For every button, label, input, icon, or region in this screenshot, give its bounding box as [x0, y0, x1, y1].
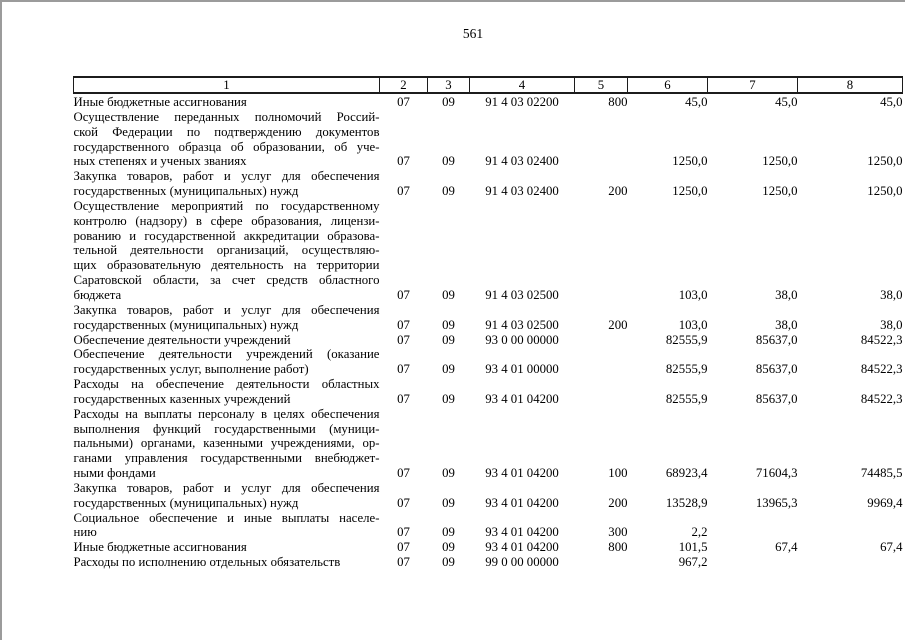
row-title-cell — [74, 481, 380, 511]
subsection-code-cell: 09 — [442, 95, 455, 109]
row-title-line: государственных (муниципальных) нужд — [73, 317, 299, 332]
amount-col8-cell: 38,0 — [880, 317, 903, 332]
row-title-cell — [74, 377, 380, 407]
amount-col8-cell: 1250,0 — [867, 184, 903, 199]
amount-col7-cell — [708, 555, 798, 570]
amount-col6-cell: 103,0 — [678, 317, 708, 332]
amount-col7-cell: 45,0 — [775, 95, 798, 109]
subsection-code-cell: 09 — [442, 287, 455, 302]
subsection-code-cell: 09 — [442, 184, 455, 199]
amount-col6-cell: 68923,4 — [665, 466, 708, 481]
amount-col7-cell: 67,4 — [775, 540, 798, 555]
amount-col7-cell: 85637,0 — [755, 362, 798, 377]
subsection-code-cell: 09 — [442, 362, 455, 377]
row-title-line: государственных услуг, выполнение работ) — [73, 362, 309, 377]
expense-type-cell: 200 — [608, 495, 628, 510]
row-title-line: Осуществление мероприятий по государственному — [73, 198, 380, 213]
table-row — [74, 169, 903, 199]
target-article-cell: 91 4 03 02500 — [485, 287, 559, 302]
subsection-code-cell: 09 — [442, 154, 455, 169]
row-title-line: Закупка товаров, работ и услуг для обеспечения — [73, 302, 380, 317]
target-article-cell: 93 4 01 04200 — [485, 495, 559, 510]
table-row — [74, 333, 903, 348]
amount-col6-cell: 967,2 — [678, 555, 708, 570]
section-code-cell: 07 — [397, 495, 410, 510]
expense-type-cell — [575, 110, 628, 169]
amount-col7-cell: 38,0 — [775, 317, 798, 332]
expense-type-cell: 200 — [608, 317, 628, 332]
column-header: 3 — [428, 77, 470, 93]
amount-col7-cell: 38,0 — [775, 287, 798, 302]
target-article-cell: 93 4 01 04200 — [485, 391, 559, 406]
expense-type-cell — [575, 333, 628, 348]
target-article-cell: 93 0 00 00000 — [485, 332, 559, 347]
target-article-cell: 91 4 03 02200 — [485, 95, 559, 109]
section-code-cell: 07 — [397, 95, 410, 109]
row-title-line: тельной деятельности организаций, осуществляю- — [73, 243, 380, 258]
amount-col7-cell: 1250,0 — [762, 154, 798, 169]
expense-type-cell: 200 — [608, 184, 628, 199]
row-title-line: выполнения функций государственными (муници- — [73, 421, 380, 436]
amount-col8-cell: 67,4 — [880, 540, 903, 555]
expense-type-cell: 800 — [608, 540, 628, 555]
amount-col7-cell: 85637,0 — [755, 332, 798, 347]
row-title-cell — [74, 511, 380, 541]
amount-col6-cell: 82555,9 — [665, 362, 708, 377]
row-title-cell — [74, 407, 380, 481]
row-title-cell — [74, 555, 380, 570]
amount-col8-cell: 74485,5 — [860, 466, 903, 481]
subsection-code-cell: 09 — [442, 525, 455, 540]
amount-col7-cell: 85637,0 — [755, 391, 798, 406]
column-header: 5 — [575, 77, 628, 93]
table-row — [74, 93, 903, 110]
column-header: 2 — [380, 77, 428, 93]
target-article-cell: 93 4 01 00000 — [485, 362, 559, 377]
target-article-cell: 93 4 01 04200 — [485, 466, 559, 481]
row-title-line: Социальное обеспечение и иные выплаты населе- — [73, 510, 380, 525]
subsection-code-cell: 09 — [442, 495, 455, 510]
table-row — [74, 377, 903, 407]
section-code-cell: 07 — [397, 466, 410, 481]
budget-table — [73, 76, 903, 570]
row-title-line: Обеспечение деятельности учреждений — [73, 332, 291, 347]
amount-col7-cell — [708, 511, 798, 541]
row-title-line: государственного образца об образовании, об уче- — [73, 139, 380, 154]
row-title-line: ской Федерации по подтверждению документов — [73, 124, 380, 139]
row-title-cell — [74, 93, 380, 110]
amount-col7-cell: 1250,0 — [762, 184, 798, 199]
target-article-cell: 91 4 03 02400 — [485, 184, 559, 199]
amount-col6-cell: 1250,0 — [672, 184, 708, 199]
amount-col8-cell: 84522,3 — [860, 391, 903, 406]
subsection-code-cell: 09 — [442, 540, 455, 555]
table-row — [74, 511, 903, 541]
section-code-cell: 07 — [397, 287, 410, 302]
section-code-cell: 07 — [397, 154, 410, 169]
table-row — [74, 347, 903, 377]
amount-col8-cell: 1250,0 — [867, 154, 903, 169]
amount-col7-cell: 71604,3 — [755, 466, 798, 481]
row-title-cell — [74, 303, 380, 333]
row-title-line: рованию и государственной аккредитации образова- — [73, 228, 380, 243]
row-title-line: Саратовской области, за счет средств областного — [73, 273, 380, 288]
section-code-cell: 07 — [397, 391, 410, 406]
amount-col6-cell: 13528,9 — [665, 495, 708, 510]
amount-col8-cell: 84522,3 — [860, 362, 903, 377]
row-title-line: пальными) органами, казенными учреждениями, ор- — [73, 436, 380, 451]
table-header-row — [74, 77, 903, 93]
page-number: 561 — [462, 26, 484, 41]
row-title-line: государственных (муниципальных) нужд — [73, 184, 299, 199]
expense-type-cell — [575, 199, 628, 303]
section-code-cell: 07 — [397, 317, 410, 332]
amount-col6-cell: 82555,9 — [665, 391, 708, 406]
section-code-cell: 07 — [397, 362, 410, 377]
subsection-code-cell: 09 — [442, 466, 455, 481]
amount-col7-cell: 13965,3 — [755, 495, 798, 510]
row-title-line: бюджета — [73, 287, 122, 302]
table-row — [74, 540, 903, 555]
expense-type-cell: 300 — [608, 525, 628, 540]
subsection-code-cell: 09 — [442, 332, 455, 347]
row-title-line: Осуществление переданных полномочий Россий- — [73, 109, 380, 124]
row-title-cell — [74, 110, 380, 169]
row-title-line: контролю (надзору) в сфере образования, лицензи- — [73, 213, 380, 228]
row-title-line: Иные бюджетные ассигнования — [73, 95, 247, 109]
section-code-cell: 07 — [397, 184, 410, 199]
row-title-line: ными фондами — [73, 466, 156, 481]
subsection-code-cell: 09 — [442, 391, 455, 406]
section-code-cell: 07 — [397, 540, 410, 555]
row-title-cell — [74, 199, 380, 303]
row-title-line: Обеспечение деятельности учреждений (оказание — [73, 347, 380, 362]
column-header: 7 — [708, 77, 798, 93]
row-title-line: Расходы по исполнению отдельных обязательств — [73, 555, 341, 570]
column-header: 1 — [74, 77, 380, 93]
amount-col8-cell: 9969,4 — [867, 495, 903, 510]
target-article-cell: 93 4 01 04200 — [485, 525, 559, 540]
row-title-cell — [74, 333, 380, 348]
row-title-line: ных степенях и ученых званиях — [73, 154, 247, 169]
table-row — [74, 555, 903, 570]
table-row — [74, 303, 903, 333]
target-article-cell: 91 4 03 02400 — [485, 154, 559, 169]
amount-col8-cell — [798, 511, 903, 541]
table-row — [74, 110, 903, 169]
row-title-line: Расходы на обеспечение деятельности областных — [73, 377, 380, 392]
amount-col8-cell — [798, 555, 903, 570]
row-title-line: ганами управления государственными внебюджет- — [73, 451, 380, 466]
target-article-cell: 99 0 00 00000 — [485, 555, 559, 570]
row-title-line: государственных (муниципальных) нужд — [73, 495, 299, 510]
expense-type-cell: 800 — [608, 95, 628, 109]
section-code-cell: 07 — [397, 332, 410, 347]
amount-col6-cell: 45,0 — [685, 95, 708, 109]
expense-type-cell — [575, 555, 628, 570]
expense-type-cell — [575, 347, 628, 377]
row-title-line: Закупка товаров, работ и услуг для обеспечения — [73, 480, 380, 495]
section-code-cell: 07 — [397, 555, 410, 570]
table-row — [74, 481, 903, 511]
expense-type-cell — [575, 377, 628, 407]
row-title-line: нию — [73, 525, 97, 540]
amount-col8-cell: 84522,3 — [860, 332, 903, 347]
target-article-cell: 91 4 03 02500 — [485, 317, 559, 332]
table-row — [74, 407, 903, 481]
amount-col6-cell: 103,0 — [678, 287, 708, 302]
section-code-cell: 07 — [397, 525, 410, 540]
table-row — [74, 199, 903, 303]
amount-col6-cell: 101,5 — [678, 540, 708, 555]
amount-col6-cell: 1250,0 — [672, 154, 708, 169]
column-header: 8 — [798, 77, 903, 93]
amount-col8-cell: 38,0 — [880, 287, 903, 302]
row-title-line: государственных казенных учреждений — [73, 391, 291, 406]
column-header: 6 — [628, 77, 708, 93]
amount-col8-cell: 45,0 — [880, 95, 903, 109]
row-title-cell — [74, 540, 380, 555]
target-article-cell: 93 4 01 04200 — [485, 540, 559, 555]
column-header: 4 — [470, 77, 575, 93]
header-row — [74, 77, 903, 93]
expense-type-cell: 100 — [608, 466, 628, 481]
table-body — [74, 93, 903, 570]
row-title-line: щих образовательную деятельность на территории — [73, 258, 380, 273]
row-title-line: Расходы на выплаты персоналу в целях обеспечения — [73, 406, 380, 421]
amount-col6-cell: 82555,9 — [665, 332, 708, 347]
amount-col6-cell: 2,2 — [691, 525, 708, 540]
row-title-cell — [74, 347, 380, 377]
row-title-line: Закупка товаров, работ и услуг для обеспечения — [73, 169, 380, 184]
row-title-line: Иные бюджетные ассигнования — [73, 540, 247, 555]
row-title-cell — [74, 169, 380, 199]
subsection-code-cell: 09 — [442, 555, 455, 570]
subsection-code-cell: 09 — [442, 317, 455, 332]
